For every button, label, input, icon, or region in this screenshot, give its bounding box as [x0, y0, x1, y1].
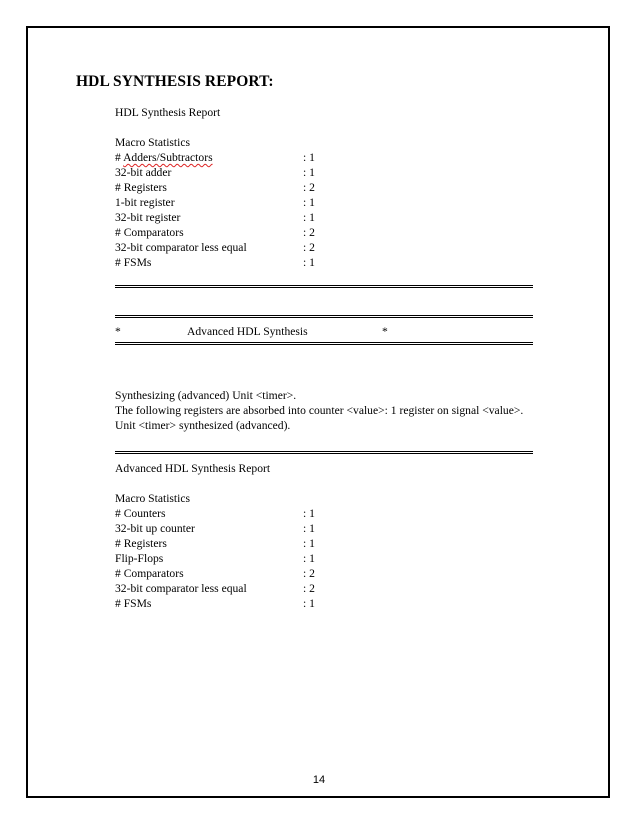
stat-row	[115, 195, 315, 210]
section-heading: HDL SYNTHESIS REPORT:	[76, 73, 274, 90]
report-title: Advanced HDL Synthesis Report	[115, 462, 271, 475]
stat-row	[115, 566, 315, 581]
message-line: Unit <timer> synthesized (advanced).	[115, 419, 291, 432]
stat-row	[115, 536, 315, 551]
stat-value: : 2	[303, 582, 315, 595]
separator-block	[115, 285, 533, 288]
stat-value: : 1	[303, 522, 315, 535]
message-line: Synthesizing (advanced) Unit <timer>.	[115, 389, 297, 402]
message-line: The following registers are absorbed into counter <value>: 1 register on signal <value>.	[115, 404, 524, 417]
stat-label: # Counters	[115, 507, 166, 520]
banner-star-right: *	[382, 325, 388, 338]
stat-row	[115, 150, 315, 165]
stat-row	[115, 255, 315, 270]
stat-value: : 1	[303, 256, 315, 269]
stat-label: # Comparators	[115, 226, 184, 239]
separator-rule	[115, 315, 533, 318]
stat-label: 32-bit comparator less equal	[115, 582, 247, 595]
separator-rule	[115, 285, 533, 288]
stat-label: 32-bit adder	[115, 166, 172, 179]
synthesis-messages	[115, 388, 523, 433]
stat-label: 32-bit up counter	[115, 522, 195, 535]
banner-title: Advanced HDL Synthesis	[187, 325, 308, 338]
stat-label: # Comparators	[115, 567, 184, 580]
stat-value: : 2	[303, 181, 315, 194]
stat-row	[115, 240, 315, 255]
stat-row	[115, 551, 315, 566]
macro-statistics-title: Macro Statistics	[115, 492, 191, 505]
separator-rule	[115, 342, 533, 345]
stat-value: : 1	[303, 151, 315, 164]
stat-value: : 1	[303, 597, 315, 610]
stat-label: # Registers	[115, 537, 167, 550]
stat-label: Flip-Flops	[115, 552, 164, 565]
banner-star-left: *	[115, 325, 121, 338]
stat-value: : 2	[303, 226, 315, 239]
stat-label: # Registers	[115, 181, 167, 194]
stat-row	[115, 165, 315, 180]
macro-statistics-title: Macro Statistics	[115, 136, 191, 149]
report-title: HDL Synthesis Report	[115, 106, 221, 119]
stat-label-text: Adders/Subtractors	[123, 151, 213, 164]
stat-label: # FSMs	[115, 256, 152, 269]
stat-value: : 2	[303, 567, 315, 580]
stat-value: : 1	[303, 552, 315, 565]
hdl-synthesis-report	[115, 105, 315, 270]
stat-label: # FSMs	[115, 597, 152, 610]
stat-label: 1-bit register	[115, 196, 175, 209]
stat-row	[115, 225, 315, 240]
page-number: 14	[312, 774, 326, 786]
stat-row	[115, 180, 315, 195]
separator-rule	[115, 451, 533, 454]
stat-row	[115, 596, 315, 611]
stat-label: 32-bit comparator less equal	[115, 241, 247, 254]
stat-value: : 2	[303, 241, 315, 254]
banner	[115, 324, 533, 339]
stat-value: : 1	[303, 507, 315, 520]
stat-row	[115, 581, 315, 596]
stat-row	[115, 521, 315, 536]
banner-block	[115, 315, 533, 345]
stat-value: : 1	[303, 537, 315, 550]
stat-label-prefix: #	[115, 151, 124, 164]
stat-value: : 1	[303, 166, 315, 179]
advanced-report-separator	[115, 451, 533, 454]
stat-label	[115, 150, 213, 165]
advanced-hdl-synthesis-report	[115, 461, 315, 611]
stat-label: 32-bit register	[115, 211, 181, 224]
stat-row	[115, 506, 315, 521]
stat-value: : 1	[303, 211, 315, 224]
stat-row	[115, 210, 315, 225]
stat-value: : 1	[303, 196, 315, 209]
